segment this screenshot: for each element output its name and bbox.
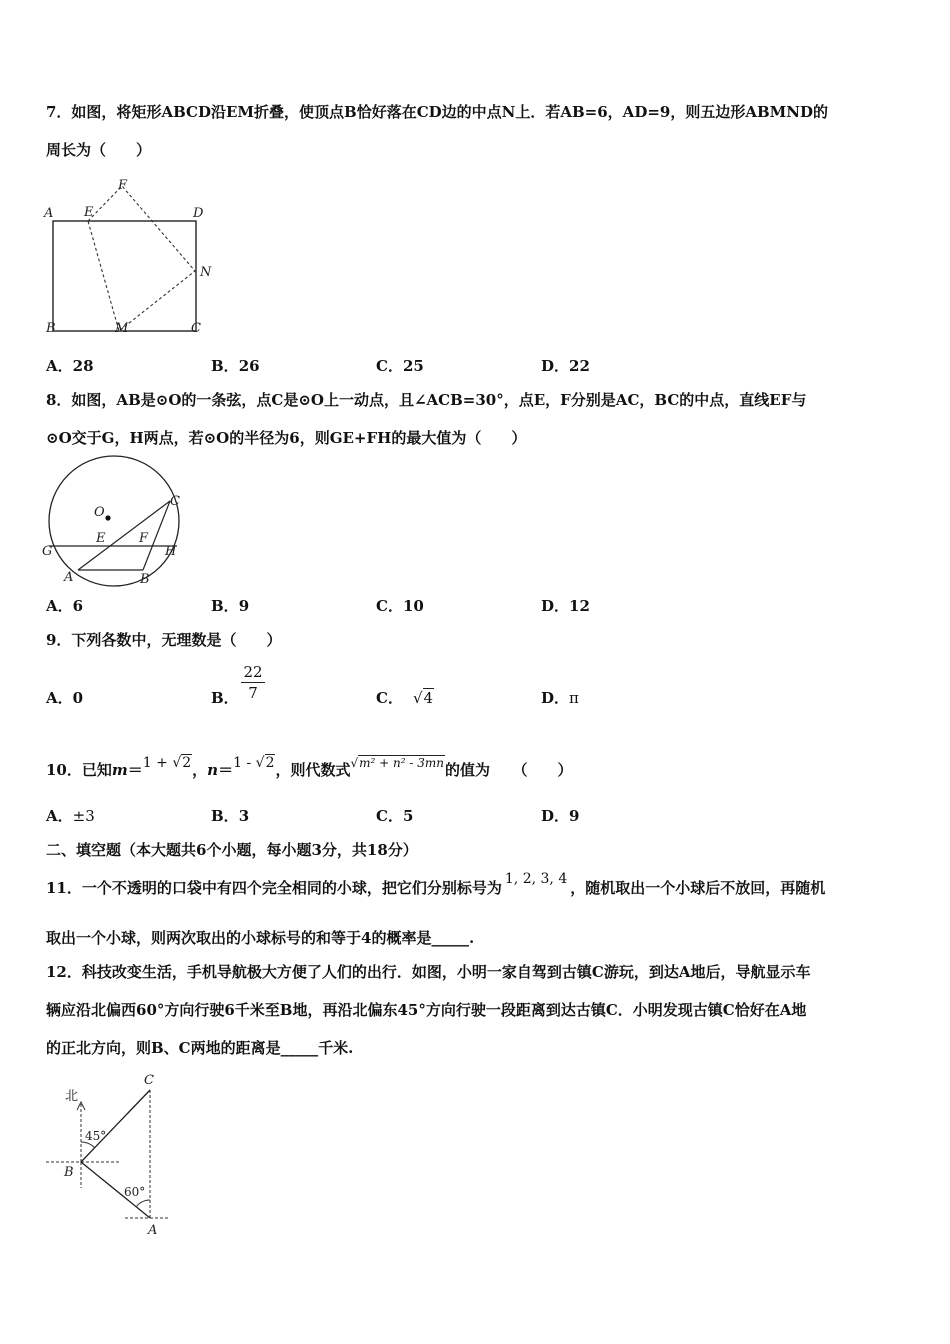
q11-text-line1: 11．一个不透明的口袋中有四个完全相同的小球，把它们分别标号为 1, 2, 3, 4 ，随机取出一个小球后不放回，再随机 xyxy=(46,871,826,897)
q7-label-N: N xyxy=(200,265,212,280)
q8-text-line2: ⊙O交于G，H两点，若⊙O的半径为6，则GE+FH的最大值为（ ） xyxy=(46,429,527,447)
q8-label-B: B xyxy=(140,572,150,587)
q12-text-line3: 的正北方向，则B、C两地的距离是_____千米. xyxy=(46,1039,354,1057)
q8-label-A: A xyxy=(64,570,74,585)
q7-label-B: B xyxy=(46,321,56,336)
q12-label-north: 北 xyxy=(65,1089,79,1104)
q12-label-B: B xyxy=(64,1165,74,1180)
q9-fraction xyxy=(241,662,265,703)
q9-option-a: A．0 xyxy=(46,689,84,707)
section2-title: 二、填空题（本大题共6个小题，每小题3分，共18分） xyxy=(46,841,418,859)
q12-label-C: C xyxy=(144,1073,154,1088)
q7-label-C: C xyxy=(191,321,201,336)
q8-center-dot xyxy=(105,515,110,520)
q8-text-line1: 8．如图，AB是⊙O的一条弦，点C是⊙O上一动点，且∠ACB=30°，点E，F分别是AC，BC的中点，直线EF与 xyxy=(46,391,807,409)
q12-label-A: A xyxy=(148,1223,158,1238)
q10-expression: m² + n² - 3mn xyxy=(359,756,444,770)
q10-option-b: B．3 xyxy=(211,807,250,825)
q9-option-b-label: B． xyxy=(211,689,239,707)
q7-option-b: B．26 xyxy=(211,357,260,375)
q11-numbers: 1, 2, 3, 4 xyxy=(504,871,568,887)
q12-label-60: 60° xyxy=(124,1185,146,1199)
q8-circle xyxy=(49,456,179,586)
q7-label-A: A xyxy=(44,206,54,221)
q10-option-d: D．9 xyxy=(541,807,580,825)
q12-text-line1: 12．科技改变生活，手机导航极大方便了人们的出行．如图，小明一家自驾到古镇C游玩，到达A地后，导航显示车 xyxy=(46,963,811,981)
q7-label-E: E xyxy=(84,205,94,220)
q7-text-line2: 周长为（ ） xyxy=(46,141,152,159)
q7-figure xyxy=(40,176,230,341)
q11-text-line2: 取出一个小球，则两次取出的小球标号的和等于4的概率是_____. xyxy=(46,929,475,947)
q8-label-O: O xyxy=(94,505,105,520)
q12-arc-60 xyxy=(136,1200,150,1207)
q8-option-c: C．10 xyxy=(376,597,424,615)
q9-text: 9．下列各数中，无理数是（ ） xyxy=(46,631,282,649)
q10-text: 10．已知m＝1 + √2，n＝1 - √2，则代数式$^{√m^2 + n^2 - 3mn}$的值为 （ ） xyxy=(46,755,573,779)
q8-label-F: F xyxy=(139,531,149,546)
q8-option-a: A．6 xyxy=(46,597,84,615)
q7-fold-lines xyxy=(88,186,195,331)
q9-option-c: C． √4 xyxy=(376,689,434,707)
q12-label-45: 45° xyxy=(85,1129,107,1143)
q9-fraction-numerator: 22 xyxy=(241,662,265,683)
q8-label-G: G xyxy=(42,544,53,559)
q9-fraction-denominator: 7 xyxy=(248,684,258,702)
q8-label-E: E xyxy=(96,531,106,546)
q7-option-d: D．22 xyxy=(541,357,590,375)
q10-n-radicand: 2 xyxy=(265,755,275,771)
q10-m-radicand: 2 xyxy=(182,755,192,771)
q8-figure xyxy=(40,456,190,586)
q7-text-line1: 7．如图，将矩形ABCD沿EM折叠，使顶点B恰好落在CD边的中点N上．若AB=6，AD=9，则五边形ABMND的 xyxy=(46,103,828,121)
q7-label-M: M xyxy=(115,321,129,336)
q9-option-d: D．π xyxy=(541,689,579,707)
q7-label-F: F xyxy=(118,178,128,193)
q10-option-a: A．±3 xyxy=(46,807,95,825)
q10-option-c: C．5 xyxy=(376,807,414,825)
q12-text-line2: 辆应沿北偏西60°方向行驶6千米至B地，再沿北偏东45°方向行驶一段距离到达古镇C．小明发现古镇C恰好在A地 xyxy=(46,1001,807,1019)
q9-radicand: 4 xyxy=(423,689,434,707)
q7-option-a: A．28 xyxy=(46,357,94,375)
q7-label-D: D xyxy=(193,206,204,221)
q12-line-BC xyxy=(81,1090,150,1162)
q8-option-b: B．9 xyxy=(211,597,250,615)
q7-rectangle xyxy=(53,221,196,331)
q12-figure xyxy=(40,1068,175,1238)
q7-option-c: C．25 xyxy=(376,357,424,375)
q8-option-d: D．12 xyxy=(541,597,590,615)
q8-label-H: H xyxy=(165,544,177,559)
q8-label-C: C xyxy=(170,494,180,509)
